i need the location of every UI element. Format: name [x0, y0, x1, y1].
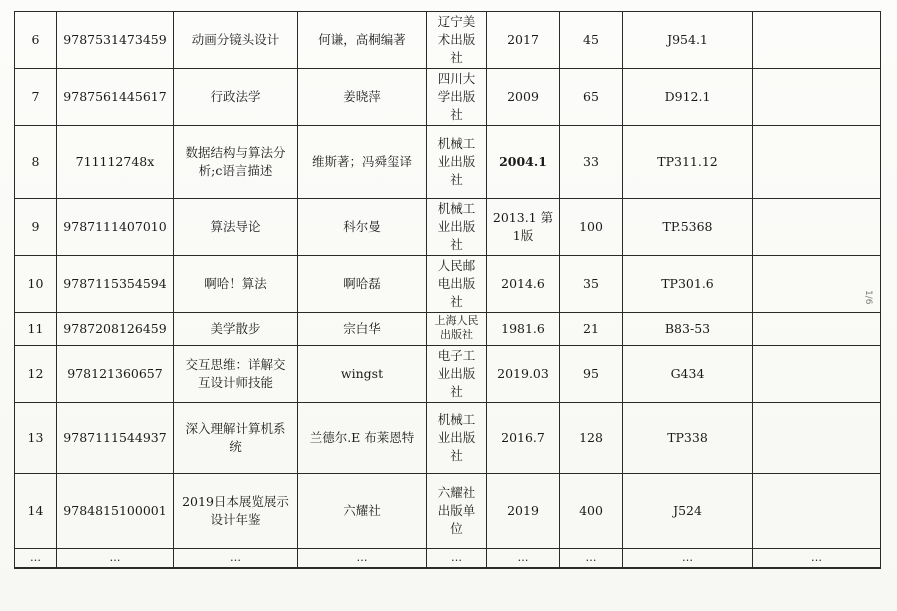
- cell-isbn: 978121360657: [57, 346, 174, 403]
- cell-class: TP.5368: [623, 199, 753, 256]
- title-text: 算法导论: [210, 219, 261, 234]
- cell-date: [487, 256, 560, 313]
- cell-class: D912.1: [623, 69, 753, 126]
- cell-isbn: …: [57, 549, 174, 568]
- cell-author: …: [298, 549, 427, 568]
- cell-isbn: 9787115354594: [57, 256, 174, 313]
- title-text: 动画分镜头设计: [191, 32, 280, 47]
- page-number: 1/6: [863, 290, 873, 305]
- cell-class: TP301.6: [623, 256, 753, 313]
- title-text: 美学散步: [210, 321, 261, 336]
- publisher-text: 机械工业出版社: [437, 412, 476, 463]
- table-row: [15, 474, 881, 549]
- cell-publisher: [427, 474, 487, 549]
- cell-class: J524: [623, 474, 753, 549]
- publisher-text: 电子工业出版社: [437, 348, 476, 399]
- cell-date: [487, 474, 560, 549]
- cell-no: 10: [15, 256, 57, 313]
- cell-note: [753, 256, 881, 313]
- publisher-text: 上海人民出版社: [434, 314, 479, 341]
- cell-price: 35: [560, 256, 623, 313]
- cell-title: [174, 346, 298, 403]
- cell-isbn: 9787561445617: [57, 69, 174, 126]
- cell-date: [487, 346, 560, 403]
- cell-title: [174, 313, 298, 346]
- cell-class: G434: [623, 346, 753, 403]
- author-text: 科尔曼: [343, 219, 381, 234]
- cell-no: 13: [15, 403, 57, 474]
- cell-note: [753, 12, 881, 69]
- cell-class: …: [623, 549, 753, 568]
- cell-publisher: [427, 256, 487, 313]
- cell-class: TP311.12: [623, 126, 753, 199]
- cell-class: J954.1: [623, 12, 753, 69]
- cell-note: [753, 346, 881, 403]
- cell-class: B83-53: [623, 313, 753, 346]
- cell-price: 45: [560, 12, 623, 69]
- cell-no: 12: [15, 346, 57, 403]
- author-text: 啊哈磊: [343, 276, 381, 291]
- cell-isbn: 9787111407010: [57, 199, 174, 256]
- cell-title: [174, 403, 298, 474]
- cell-note: [753, 69, 881, 126]
- author-text: 维斯著；冯舜玺译: [311, 154, 412, 169]
- cell-publisher: [427, 69, 487, 126]
- cell-title: [174, 126, 298, 199]
- table-row: [15, 256, 881, 313]
- title-text: 深入理解计算机系统: [185, 421, 286, 454]
- publisher-text: 六耀社出版单位: [437, 485, 476, 536]
- cell-author: [298, 12, 427, 69]
- cell-price: 128: [560, 403, 623, 474]
- publisher-text: 机械工业出版社: [437, 136, 476, 187]
- table-row: [15, 199, 881, 256]
- table-row: [15, 346, 881, 403]
- cell-title: [174, 474, 298, 549]
- cell-publisher: [427, 126, 487, 199]
- table-row: [15, 126, 881, 199]
- date-text: 2014.6: [501, 276, 545, 291]
- author-text: 何谦，高桐编著: [318, 32, 406, 47]
- cell-title: …: [174, 549, 298, 568]
- title-text: 数据结构与算法分析;c语言描述: [185, 145, 286, 178]
- cell-no: 14: [15, 474, 57, 549]
- cell-note: [753, 199, 881, 256]
- cell-price: 100: [560, 199, 623, 256]
- publisher-text: 辽宁美术出版社: [437, 14, 476, 65]
- cell-isbn: 711112748x: [57, 126, 174, 199]
- cell-no: 6: [15, 12, 57, 69]
- cell-date: [487, 313, 560, 346]
- cell-publisher: [427, 313, 487, 346]
- cell-author: [298, 126, 427, 199]
- cell-author: [298, 313, 427, 346]
- title-text: 啊哈！算法: [204, 276, 267, 291]
- cell-date: [487, 403, 560, 474]
- cell-class: TP338: [623, 403, 753, 474]
- cell-publisher: [427, 403, 487, 474]
- date-text: 2013.1 第1版: [492, 210, 554, 243]
- cell-note: [753, 403, 881, 474]
- cell-price: …: [560, 549, 623, 568]
- date-text: 2017: [507, 32, 539, 47]
- cell-note: …: [753, 549, 881, 568]
- table-row: [15, 403, 881, 474]
- publisher-text: 机械工业出版社: [437, 201, 476, 252]
- cell-no: 8: [15, 126, 57, 199]
- publisher-text: 四川大学出版社: [437, 71, 476, 122]
- cell-isbn: 9787111544937: [57, 403, 174, 474]
- publisher-text: 人民邮电出版社: [437, 258, 476, 309]
- date-text: 1981.6: [501, 321, 545, 336]
- cell-author: [298, 256, 427, 313]
- author-text: wingst: [340, 366, 384, 381]
- cell-note: [753, 474, 881, 549]
- cell-price: 33: [560, 126, 623, 199]
- cell-publisher: [427, 199, 487, 256]
- author-text: 宗白华: [343, 321, 381, 336]
- cell-author: [298, 403, 427, 474]
- date-text: 2019: [507, 503, 539, 518]
- cell-date: [487, 69, 560, 126]
- title-text: 行政法学: [210, 89, 261, 104]
- table-row: [15, 12, 881, 69]
- cell-no: …: [15, 549, 57, 568]
- cell-price: 65: [560, 69, 623, 126]
- cell-publisher: …: [427, 549, 487, 568]
- table-row: [15, 313, 881, 346]
- author-text: 姜晓萍: [343, 89, 381, 104]
- author-text: 六耀社: [343, 503, 381, 518]
- cell-publisher: [427, 12, 487, 69]
- cell-no: 9: [15, 199, 57, 256]
- cell-author: [298, 69, 427, 126]
- cell-title: [174, 69, 298, 126]
- cell-date: [487, 12, 560, 69]
- cell-isbn: 9787531473459: [57, 12, 174, 69]
- ellipsis-row: [15, 549, 881, 568]
- cell-title: [174, 12, 298, 69]
- cell-author: [298, 474, 427, 549]
- cell-author: [298, 199, 427, 256]
- cell-no: 11: [15, 313, 57, 346]
- cell-date: [487, 126, 560, 199]
- title-text: 2019日本展览展示设计年鉴: [182, 494, 289, 527]
- cell-price: 400: [560, 474, 623, 549]
- date-text: 2009: [507, 89, 539, 104]
- cell-isbn: 9784815100001: [57, 474, 174, 549]
- date-text: 2019.03: [497, 366, 549, 381]
- date-text: 2004.1: [499, 154, 547, 169]
- table-row: [15, 69, 881, 126]
- cell-no: 7: [15, 69, 57, 126]
- cell-publisher: [427, 346, 487, 403]
- table-body: [15, 12, 881, 568]
- cell-date: …: [487, 549, 560, 568]
- title-text: 交互思维：详解交互设计师技能: [185, 357, 286, 390]
- cell-price: 21: [560, 313, 623, 346]
- author-text: 兰德尔.E 布莱恩特: [309, 430, 415, 445]
- cell-price: 95: [560, 346, 623, 403]
- cell-isbn: 9787208126459: [57, 313, 174, 346]
- cell-title: [174, 199, 298, 256]
- cell-note: [753, 313, 881, 346]
- date-text: 2016.7: [501, 430, 545, 445]
- cell-title: [174, 256, 298, 313]
- cell-date: [487, 199, 560, 256]
- cell-note: [753, 126, 881, 199]
- book-list-table: [14, 11, 881, 569]
- cell-author: [298, 346, 427, 403]
